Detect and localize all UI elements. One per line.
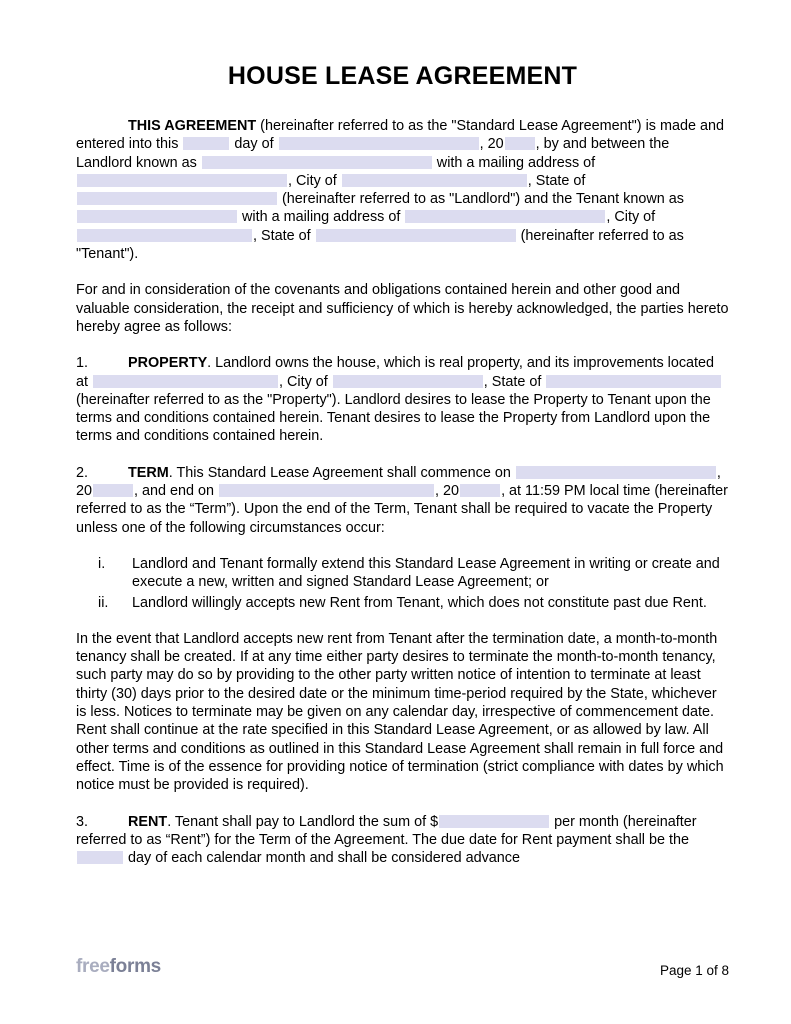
section-rent-text-1: . Tenant shall pay to Landlord the sum of $ (167, 813, 439, 830)
consideration-paragraph: For and in consideration of the covenants and obligations contained herein and other good and valuable consideration, the receipt and sufficiency of which is hereby acknowledged, the parties hereto hereby agree as follows: (76, 282, 729, 335)
section-term-number: 2. (76, 464, 89, 481)
section-rent-number: 3. (76, 813, 89, 830)
blank-tenant-city[interactable] (77, 229, 252, 242)
blank-day[interactable] (183, 137, 229, 150)
intro-text-5: with a mailing address of (432, 154, 596, 171)
blank-term-end-date[interactable] (219, 484, 434, 497)
blank-tenant-name[interactable] (77, 210, 237, 223)
blank-property-city[interactable] (333, 375, 483, 388)
blank-landlord-address[interactable] (77, 174, 287, 187)
page-footer (0, 956, 791, 978)
intro-paragraph (76, 117, 729, 263)
blank-term-start-year[interactable] (93, 484, 133, 497)
logo-text-free: free (76, 956, 110, 977)
blank-rent-amount[interactable] (439, 815, 549, 828)
freeforms-logo (76, 956, 161, 978)
list-item-marker: ii. (98, 594, 109, 611)
blank-property-state[interactable] (546, 375, 721, 388)
section-property-text-1: . Landlord owns the house, which is real property, and its improvements located at (76, 355, 715, 390)
intro-text-9: with a mailing address of (238, 209, 405, 226)
logo-text-forms: forms (109, 956, 161, 977)
month-to-month-paragraph: In the event that Landlord accepts new rent from Tenant after the termination date, a month-to-month tenancy shall be created. If at any time either party desires to terminate the month-to-month tenancy, such party may do so by providing to the other party written notice of intention to terminate at least thirty (30) days prior to the desired date or the minimum time-period required by the State, whichever is less. Notices to terminate may be given on any calendar day, irrespective of commencement date. Rent shall continue at the rate specified in this Standard Lease Agreement, or as allowed by law. All other terms and conditions as outlined in this Standard Lease Agreement shall remain in full force and effect. Time is of the essence for providing notice of termination (strict compliance with dates by which notice must be provided is required). (76, 630, 724, 794)
section-term-text-3: , and end on (134, 483, 219, 500)
blank-month[interactable] (279, 137, 479, 150)
intro-lead: THIS AGREEMENT (128, 118, 257, 134)
blank-tenant-address[interactable] (405, 210, 605, 223)
section-term-text-1: . This Standard Lease Agreement shall commence on (168, 464, 515, 481)
section-term-text-4: , 20 (435, 483, 460, 500)
intro-text-2: day of (230, 136, 278, 153)
section-property-heading: PROPERTY (128, 355, 208, 372)
intro-text-4: , by and between the Landlord known as (76, 136, 670, 171)
section-property (76, 354, 729, 445)
section-rent-text-3: day of each calendar month and shall be considered advance (124, 850, 521, 867)
intro-text-10: , City of (606, 209, 656, 226)
page-number: Page 1 of 8 (659, 963, 729, 978)
page-title: HOUSE LEASE AGREEMENT (227, 62, 578, 90)
section-term (76, 464, 729, 537)
section-rent-heading: RENT (128, 813, 168, 830)
intro-text-12: (hereinafter referred to as "Tenant"). (76, 227, 684, 263)
intro-text-7: , State of (527, 172, 586, 189)
list-item-text: Landlord and Tenant formally extend this Standard Lease Agreement in writing or create and execute a new, written and signed Standard Lease Agreement; or (132, 555, 720, 591)
intro-text-1: (hereinafter referred to as the "Standard Lease Agreement") is made and entered into this (76, 118, 724, 153)
blank-term-start-date[interactable] (516, 466, 716, 479)
intro-text-3: , 20 (479, 136, 504, 153)
list-item-marker: i. (98, 555, 106, 572)
section-term-text-5: , at 11:59 PM local time (hereinafter referred to as the “Term”). Upon the end of the Term, Tenant shall be required to vacate the Property unless one of the following circumstances occur: (76, 483, 728, 536)
blank-tenant-state[interactable] (316, 229, 516, 242)
intro-text-6: , City of (288, 172, 341, 189)
term-conditions-list (76, 555, 729, 612)
intro-text-8: (hereinafter referred to as "Landlord") and the Tenant known as (278, 191, 684, 208)
list-item (76, 555, 729, 592)
section-property-text-3: , State of (483, 373, 546, 390)
blank-landlord-name[interactable] (202, 156, 432, 169)
blank-term-end-year[interactable] (460, 484, 500, 497)
blank-property-address[interactable] (93, 375, 278, 388)
intro-text-11: , State of (253, 227, 315, 244)
blank-year[interactable] (505, 137, 535, 150)
blank-landlord-city[interactable] (342, 174, 527, 187)
section-rent (76, 813, 729, 868)
list-item-text: Landlord willingly accepts new Rent from Tenant, which does not constitute past due Rent. (132, 594, 707, 611)
blank-landlord-state[interactable] (77, 192, 277, 205)
section-rent-text-2: per month (hereinafter referred to as “Rent”) for the Term of the Agreement. The due date for Rent payment shall be the (76, 813, 697, 848)
section-property-text-2: , City of (279, 373, 332, 390)
section-property-text-4: (hereinafter referred to as the "Property"). Landlord desires to lease the Property to Tenant upon the terms and conditions contained herein. Tenant desires to lease the Property from Landlord upon the terms and conditions contained herein. (76, 391, 711, 445)
section-term-text-2: , 20 (76, 464, 721, 500)
list-item (76, 594, 729, 612)
section-property-number: 1. (76, 355, 89, 372)
section-term-heading: TERM (128, 464, 169, 481)
blank-rent-due-day[interactable] (77, 851, 123, 864)
